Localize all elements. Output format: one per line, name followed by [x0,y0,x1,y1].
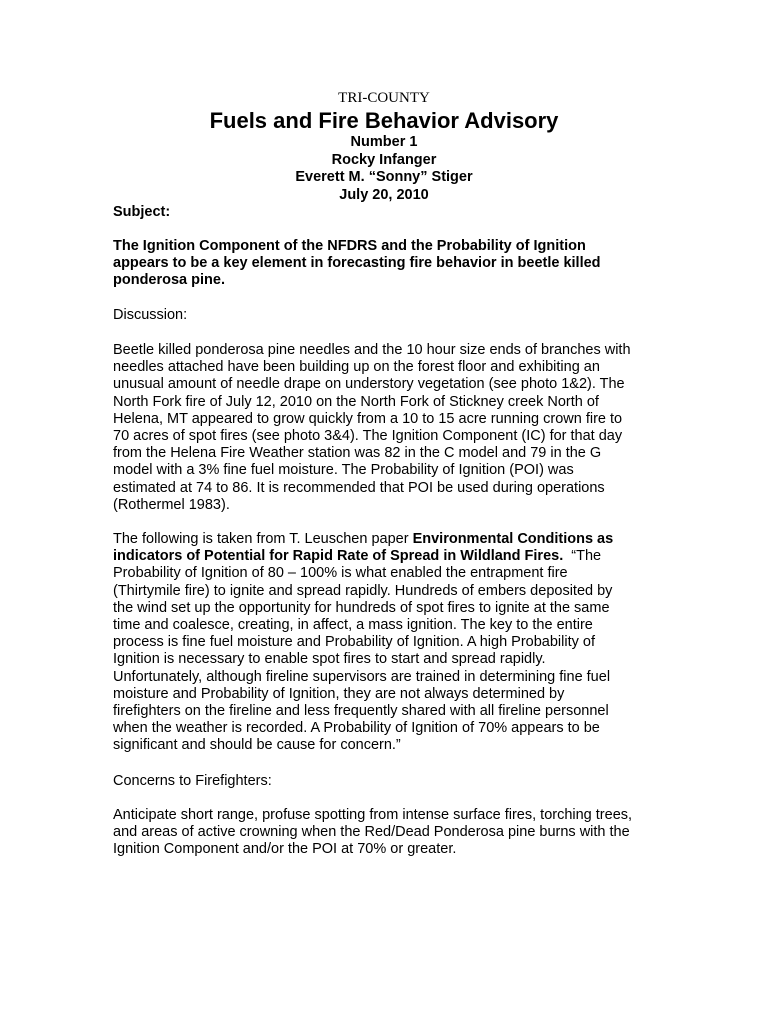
paragraph-line [113,548,658,565]
paragraph-line: Beetle killed ponderosa pine needles and the 10 hour size ends of branches with [113,342,631,358]
paragraph-line: 70 acres of spot fires (see photo 3&4). The Ignition Component (IC) for that day [113,428,623,445]
subject-line: ponderosa pine. [113,272,225,289]
paragraph-line [113,531,658,548]
document-title: Fuels and Fire Behavior Advisory [209,108,559,133]
paragraph-line: needles attached have been building up on the forest floor and exhibiting an [113,359,600,376]
organization-name: TRI-COUNTY [338,90,430,106]
concerns-line: and areas of active crowning when the Red/Dead Ponderosa pine burns with the [113,824,630,841]
concerns-label: Concerns to Firefighters: [113,773,272,789]
concerns-line: Ignition Component and/or the POI at 70% or greater. [113,841,457,858]
document-meta [0,134,768,204]
author-1: Rocky Infanger [331,151,437,168]
concerns-text [113,807,658,859]
paragraph-line: process is fine fuel moisture and Probability of Ignition. A high Probability of [113,634,595,651]
paragraph-line: significant and should be cause for concern.” [113,737,401,754]
paragraph-line: moisture and Probability of Ignition, they are not always determined by [113,685,565,702]
paragraph-line: Helena, MT appeared to grow quickly from a 10 to 15 acre running crown fire to [113,410,623,427]
paragraph-line: North Fork fire of July 12, 2010 on the North Fork of Stickney creek North of [113,393,599,410]
paper-intro: The following is taken from T. Leuschen paper [113,531,413,547]
discussion-paragraph-1 [113,342,658,514]
concerns-line: Anticipate short range, profuse spotting from intense surface fires, torching trees, [113,807,633,823]
paragraph-line: (Rothermel 1983). [113,496,230,513]
discussion-paragraph-2 [113,531,658,755]
subject-line: appears to be a key element in forecasting fire behavior in beetle killed [113,255,601,272]
paragraph-line: unusual amount of needle drape on understory vegetation (see photo 1&2). The [113,376,625,393]
paragraph-line: when the weather is recorded. A Probability of Ignition of 70% appears to be [113,720,600,737]
paragraph-line: firefighters on the fireline and less frequently shared with all fireline personnel [113,703,609,720]
paragraph-line: time and coalesce, creating, in affect, a mass ignition. The key to the entire [113,617,593,634]
paper-title: indicators of Potential for Rapid Rate of Spread in Wildland Fires. [113,548,564,565]
paragraph-line: Probability of Ignition of 80 – 100% is what enabled the entrapment fire [113,565,568,582]
author-2: Everett M. “Sonny” Stiger [295,169,473,185]
quote-open: “The [563,548,602,565]
paragraph-line: (Thirtymile fire) to ignite and spread rapidly. Hundreds of embers deposited by [113,582,613,599]
advisory-number: Number 1 [350,134,418,150]
paragraph-line: model with a 3% fine fuel moisture. The Probability of Ignition (POI) was [113,462,574,479]
paragraph-line: estimated at 74 to 86. It is recommended that POI be used during operations [113,479,605,496]
subject-text [113,238,658,290]
discussion-label: Discussion: [113,307,188,323]
subject-label: Subject: [113,204,171,220]
subject-line: The Ignition Component of the NFDRS and the Probability of Ignition [113,238,586,254]
paragraph-line: Unfortunately, although fireline supervisors are trained in determining fine fuel [113,668,611,685]
paragraph-line: Ignition is necessary to enable spot fires to start and spread rapidly. [113,651,546,668]
paper-title: Environmental Conditions as [412,531,614,547]
document-date: July 20, 2010 [339,186,429,203]
paragraph-line: the wind set up the opportunity for hundreds of spot fires to ignite at the same [113,599,610,616]
paragraph-line: from the Helena Fire Weather station was 82 in the C model and 79 in the G [113,445,602,462]
